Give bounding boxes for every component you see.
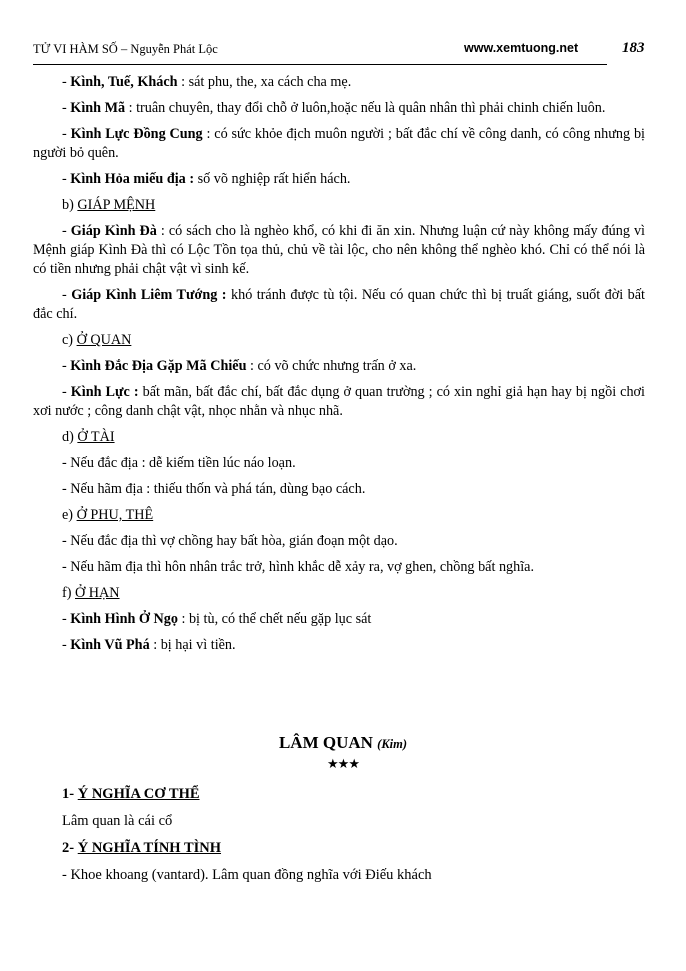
item-term: Giáp Kình Liêm Tướng :	[71, 287, 227, 303]
item-dash: -	[62, 223, 71, 239]
item-term: Kình Lực :	[70, 384, 139, 400]
list-item	[33, 636, 645, 655]
item-dash: -	[62, 611, 71, 627]
item-description: : có sức khỏe địch muôn người ; bất đắc chí về công danh, có công nhưng bị người bỏ quên.	[33, 126, 645, 161]
subheading-prefix: f)	[62, 585, 75, 601]
subheading-prefix: d)	[62, 429, 78, 445]
plain-item: - Nếu đắc địa thì vợ chồng hay bất hòa, gián đoạn một dạo.	[62, 533, 398, 549]
item-dash: -	[62, 74, 71, 90]
plain-item: - Nếu đắc địa : dễ kiếm tiền lúc náo loạn.	[62, 455, 296, 471]
item-term: Kình Đắc Địa Gặp Mã Chiếu	[70, 358, 247, 374]
subsection-2-label: Ý NGHĨA TÍNH TÌNH	[77, 840, 222, 856]
subsection-2-heading	[62, 840, 221, 857]
subsection-2-text: - Khoe khoang (vantard). Lâm quan đồng nghĩa với Điếu khách	[62, 867, 432, 883]
item-dash: -	[62, 126, 71, 142]
list-item	[33, 73, 645, 92]
subsection-1-number: 1-	[62, 786, 78, 802]
item-dash: -	[62, 287, 72, 303]
item-term: Kình Vũ Phá	[70, 637, 150, 653]
subsection-1-heading	[62, 786, 200, 803]
item-description: : sát phu, the, xa cách cha mẹ.	[177, 74, 352, 90]
item-term: Kình Hỏa miếu địa :	[70, 171, 195, 187]
list-item	[33, 170, 645, 189]
item-dash: -	[62, 100, 71, 116]
item-description: bất mãn, bất đắc chí, bất đắc dụng ở quan trường ; có xin nghỉ giả hạn hay bị ngồi chơi xơi nước ; công danh chật vật, nhọc nhằn và nhục nhã.	[33, 384, 646, 419]
subheading-label: Ở PHU, THÊ	[76, 507, 154, 523]
list-item	[33, 125, 645, 163]
item-description: : có sách cho là nghèo khổ, có khi đi ăn xin. Nhưng luận cứ này không mấy đúng vì Mệnh giáp Kình Đà thì có Lộc Tồn tọa thủ, chủ về tài lộc, cho nên không thể nghèo khó. Chỉ có thể nói là có tiền nhưng phải chật vật vì sinh kế.	[33, 223, 645, 277]
item-dash: -	[62, 171, 71, 187]
section-title-element: (Kim)	[377, 737, 408, 751]
item-term: Kình, Tuế, Khách	[70, 74, 178, 90]
subheading	[33, 196, 645, 215]
website-url: www.xemtuong.net	[464, 41, 579, 55]
subheading	[33, 584, 645, 603]
item-term: Giáp Kình Đà	[70, 223, 157, 239]
subheading	[33, 331, 645, 350]
subheading-label: Ở QUAN	[76, 332, 132, 348]
subheading-label: Ở HẠN	[75, 585, 120, 601]
subheading	[33, 428, 645, 447]
body-text	[33, 73, 645, 662]
list-item	[33, 99, 645, 118]
page-number: 183	[622, 40, 645, 56]
item-description: số võ nghiệp rất hiển hách.	[194, 171, 351, 187]
list-item	[33, 286, 645, 324]
section-title-main: LÂM QUAN	[278, 733, 373, 752]
item-description: : có võ chức nhưng trấn ở xa.	[246, 358, 417, 374]
item-description: : truân chuyên, thay đổi chỗ ở luôn,hoặc nếu là quân nhân thì phải chinh chiến luôn.	[125, 100, 606, 116]
subheading-prefix: e)	[62, 507, 77, 523]
stars-rating: ★★★	[327, 757, 359, 772]
item-term: Kình Hình Ở Ngọ	[70, 611, 178, 627]
item-dash: -	[62, 384, 71, 400]
subsection-1-text: Lâm quan là cái cổ	[62, 813, 173, 829]
header-rule	[33, 64, 607, 65]
item-dash: -	[62, 637, 71, 653]
list-item	[33, 383, 645, 421]
item-description: khó tránh được tù tội. Nếu có quan chức thì bị truất giáng, suốt đời bất đắc chí.	[33, 287, 645, 322]
item-description: : bị tù, có thể chết nếu gặp lục sát	[177, 611, 372, 627]
plain-item: - Nếu hãm địa : thiếu thốn và phá tán, dùng bạo cách.	[62, 481, 366, 497]
subheading	[33, 506, 645, 525]
subheading-prefix: b)	[62, 197, 78, 213]
subheading-label: Ở TÀI	[77, 429, 115, 445]
subheading-label: GIÁP MỆNH	[77, 197, 156, 213]
book-title: TỬ VI HÀM SỐ – Nguyễn Phát Lộc	[33, 42, 218, 56]
plain-item: - Nếu hãm địa thì hôn nhân trắc trở, hình khắc dễ xảy ra, vợ ghen, chồng bất nghĩa.	[62, 559, 535, 575]
item-dash: -	[62, 358, 71, 374]
list-item	[33, 222, 645, 279]
list-item	[33, 610, 645, 629]
subheading-prefix: c)	[62, 332, 77, 348]
list-item	[33, 357, 645, 376]
item-term: Kình Lực Đồng Cung	[70, 126, 203, 142]
subsection-2-number: 2-	[62, 840, 78, 856]
section-title	[0, 733, 686, 753]
item-description: : bị hại vì tiền.	[149, 637, 236, 653]
subsection-1-label: Ý NGHĨA CƠ THỂ	[77, 786, 200, 802]
item-term: Kình Mã	[70, 100, 126, 116]
